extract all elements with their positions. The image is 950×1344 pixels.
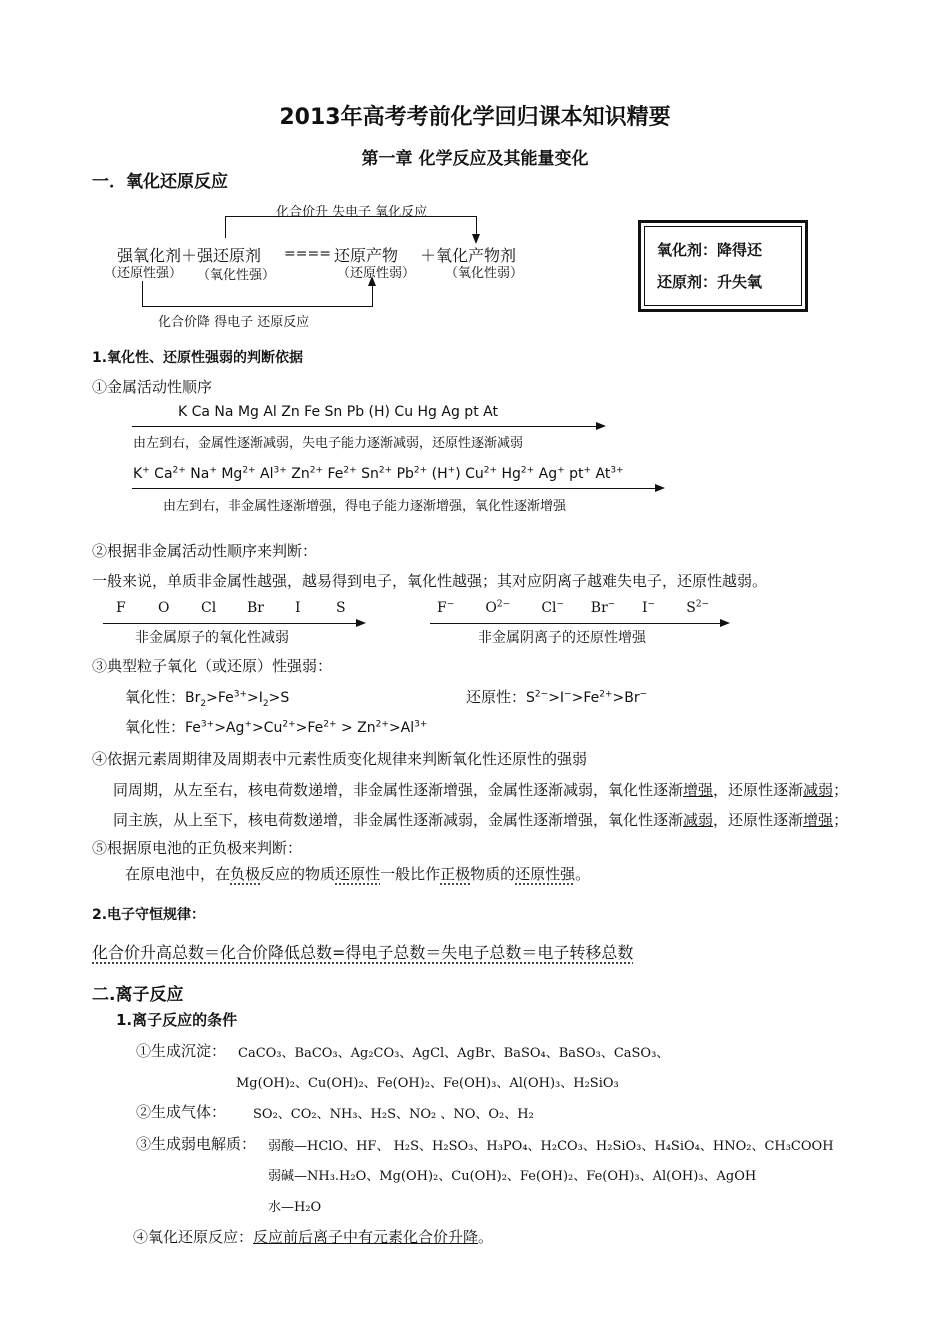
galvanic-emphasis: 还原性 bbox=[335, 865, 381, 883]
condition-gas-line: SO₂、CO₂、NH₃、H₂S、NO₂ 、NO、O₂、H₂ bbox=[253, 1107, 534, 1122]
mnemonic-line-1: 氧化剂：降得还 bbox=[657, 241, 763, 259]
reactant-reductant: 强还原剂 bbox=[197, 246, 262, 265]
group-red-trend: 增强 bbox=[803, 811, 834, 829]
chapter-title: 第一章 化学反应及其能量变化 bbox=[361, 149, 589, 169]
condition-redox-text: 反应前后离子中有元素化合价升降 bbox=[253, 1228, 479, 1246]
mnemonic-box-inner bbox=[644, 226, 802, 306]
product-oxidized: 氧化产物剂 bbox=[436, 246, 517, 265]
diagram-top-label: 化合价升 失电子 氧化反应 bbox=[276, 205, 428, 220]
arrow-up-icon bbox=[368, 276, 376, 286]
ion-sequence: K+ $Ca^{2+}$ Na+ $Mg^{2+}$ $Al^{3+}$ $Zn^{2+}$ $Fe^{2+}$ $Sn^{2+}$ $Pb^{2+}$ (H+) $Cu^{2+}$ $Hg^{2+}$ Ag+ pt+ $At^{3+}$ bbox=[133, 465, 624, 482]
galvanic-emphasis: 正极 bbox=[440, 865, 471, 883]
product1-note: （还原性弱） bbox=[337, 266, 416, 281]
period-rule bbox=[113, 779, 848, 800]
reactant-oxidant: 强氧化剂 bbox=[117, 246, 182, 265]
arrow-right-icon bbox=[655, 484, 665, 492]
subsection-heading-2: 2.电子守恒规律： bbox=[92, 907, 206, 923]
condition-weak-electrolyte-label: ③生成弱电解质： bbox=[136, 1135, 257, 1153]
diagram-line bbox=[142, 281, 143, 307]
product2-note: （氧化性弱） bbox=[445, 266, 524, 281]
nonmetal-note: 非金属原子的氧化性减弱 bbox=[135, 630, 289, 646]
condition-precipitate-label: ①生成沉淀： bbox=[136, 1042, 227, 1060]
anion-sequence: F− $O^{2-}$ Cl− Br− I− $S^{2-}$ bbox=[437, 599, 710, 616]
condition-precipitate-line1: CaCO₃、BaCO₃、Ag₂CO₃、AgCl、AgBr、BaSO₄、BaSO₃、CaSO₃、 bbox=[238, 1046, 670, 1061]
oxidizing-label: 氧化性： bbox=[125, 718, 186, 736]
nonmetal-element: F bbox=[116, 600, 126, 616]
plus-sign: ＋ bbox=[420, 246, 437, 265]
section-heading-ionic: 二.离子反应 bbox=[92, 985, 184, 1005]
galvanic-text: 一般比作 bbox=[380, 865, 441, 883]
subsection-heading-1: 1.氧化性、还原性强弱的判断依据 bbox=[92, 350, 304, 366]
group-text: 同主族，从上至下，核电荷数递增，非金属性逐渐减弱，金属性逐渐增强，氧化性逐渐 bbox=[113, 811, 684, 829]
condition-gas-label: ②生成气体： bbox=[136, 1103, 227, 1121]
group-text: ； bbox=[833, 811, 849, 829]
item-metal-activity: ①金属活动性顺序 bbox=[92, 378, 213, 396]
page-title: 2013年高考考前化学回归课本知识精要 bbox=[279, 105, 671, 130]
mnemonic-box bbox=[638, 220, 808, 312]
oxidizing-order-1: 氧化性：$Br_2>Fe^{3+}>I_2>S$ bbox=[125, 688, 290, 709]
oxidizing-label: 氧化性： bbox=[125, 688, 186, 706]
item-galvanic-cell: ⑤根据原电池的正负极来判断： bbox=[92, 839, 303, 857]
product-reduced: 还原产物 bbox=[334, 246, 399, 265]
galvanic-text: 在原电池中，在 bbox=[125, 865, 231, 883]
ion-arrow-line bbox=[132, 488, 657, 489]
galvanic-text: 。 bbox=[575, 865, 591, 883]
reducing-label: 还原性： bbox=[466, 688, 527, 706]
reducing-order: 还原性：$S^{2-}>I^->Fe^{2+}>Br^-$ bbox=[466, 688, 648, 706]
ion-note: 由左到右，非金属性逐渐增强，得电子能力逐渐增强，氧化性逐渐增强 bbox=[163, 499, 567, 514]
arrow-right-icon bbox=[596, 422, 606, 430]
item-nonmetal-activity: ②根据非金属活动性顺序来判断： bbox=[92, 542, 318, 560]
nonmetal-arrow-line bbox=[103, 623, 358, 624]
condition-weak-base-line: 弱碱—NH₃.H₂O、Mg(OH)₂、Cu(OH)₂、Fe(OH)₂、Fe(OH)₃、Al(OH)₃、AgOH bbox=[268, 1169, 757, 1184]
diagram-line bbox=[142, 306, 373, 307]
section-heading-redox: 一．氧化还原反应 bbox=[92, 172, 228, 192]
metal-sequence: K Ca Na Mg Al Zn Fe Sn Pb (H) Cu Hg Ag pt At bbox=[178, 404, 498, 420]
anion-arrow-line bbox=[430, 623, 722, 624]
equals-sign: ==== bbox=[284, 246, 331, 262]
mnemonic-line-2: 还原剂：升失氧 bbox=[657, 273, 763, 291]
condition-redox-label: ④氧化还原反应： bbox=[133, 1228, 254, 1246]
galvanic-rule bbox=[125, 863, 590, 884]
group-text: ，还原性逐渐 bbox=[713, 811, 804, 829]
galvanic-text: 反应的物质 bbox=[260, 865, 336, 883]
condition-water-line: 水—H₂O bbox=[268, 1200, 322, 1215]
general-rule: 一般来说，单质非金属性越强，越易得到电子，氧化性越强；其对应阴离子越难失电子，还原性越弱。 bbox=[92, 572, 768, 590]
anion-note: 非金属阴离子的还原性增强 bbox=[478, 630, 646, 646]
galvanic-emphasis: 还原性强 bbox=[515, 865, 576, 883]
diagram-line bbox=[225, 216, 226, 238]
nonmetal-element: Cl bbox=[201, 600, 217, 616]
condition-redox-end: 。 bbox=[478, 1228, 494, 1246]
period-text: 同周期，从左至右，核电荷数递增，非金属性逐渐增强，金属性逐渐减弱，氧化性逐渐 bbox=[113, 781, 684, 799]
arrow-right-icon bbox=[720, 619, 730, 627]
subsection-heading-ionic-conditions: 1.离子反应的条件 bbox=[116, 1011, 238, 1029]
condition-precipitate-line2: Mg(OH)₂、Cu(OH)₂、Fe(OH)₂、Fe(OH)₃、Al(OH)₃、H₂SiO₃ bbox=[236, 1076, 619, 1091]
period-ox-trend: 增强 bbox=[683, 781, 714, 799]
diagram-line bbox=[225, 216, 477, 217]
oxidizing-order-2: 氧化性：$Fe^{3+}>Ag^+>Cu^{2+}>Fe^{2+} > Zn^{2+}>Al^{3+}$ bbox=[125, 718, 428, 736]
galvanic-text: 物质的 bbox=[470, 865, 516, 883]
diagram-line bbox=[372, 284, 373, 307]
condition-redox bbox=[133, 1226, 493, 1247]
nonmetal-element: O bbox=[158, 600, 170, 616]
condition-weak-acid-line: 弱酸—HClO、HF、 H₂S、H₂SO₃、H₃PO₄、H₂CO₃、H₂SiO₃、H₄SiO₄、HNO₂、CH₃COOH bbox=[268, 1139, 834, 1154]
group-ox-trend: 减弱 bbox=[683, 811, 714, 829]
plus-sign: ＋ bbox=[181, 246, 198, 265]
diagram-bottom-label: 化合价降 得电子 还原反应 bbox=[158, 315, 310, 330]
period-text: ，还原性逐渐 bbox=[713, 781, 804, 799]
nonmetal-element: Br bbox=[247, 600, 264, 616]
reactant2-note: （氧化性强） bbox=[197, 268, 276, 283]
nonmetal-element: I bbox=[295, 600, 301, 616]
group-rule bbox=[113, 809, 848, 830]
galvanic-emphasis: 负极 bbox=[230, 865, 261, 883]
item-periodic-law: ④依据元素周期律及周期表中元素性质变化规律来判断氧化性还原性的强弱 bbox=[92, 750, 588, 768]
item-typical-particles: ③典型粒子氧化（或还原）性强弱： bbox=[92, 657, 333, 675]
reactant1-note: （还原性强） bbox=[104, 266, 183, 281]
arrow-right-icon bbox=[356, 619, 366, 627]
diagram-line bbox=[476, 216, 477, 236]
period-red-trend: 减弱 bbox=[803, 781, 834, 799]
metal-arrow-line bbox=[132, 426, 598, 427]
nonmetal-element: S bbox=[336, 600, 346, 616]
period-text: ； bbox=[833, 781, 849, 799]
metal-note: 由左到右，金属性逐渐减弱，失电子能力逐渐减弱，还原性逐渐减弱 bbox=[133, 436, 524, 451]
electron-conservation-rule: 化合价升高总数＝化合价降低总数=得电子总数＝失电子总数＝电子转移总数 bbox=[92, 943, 634, 962]
